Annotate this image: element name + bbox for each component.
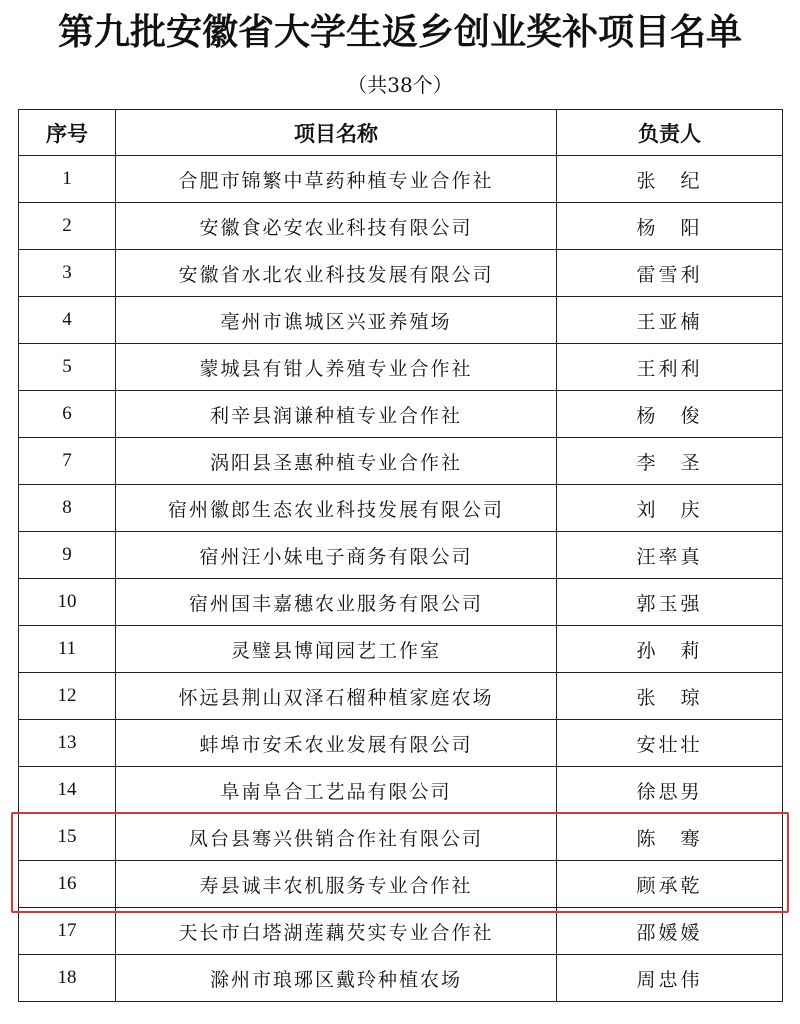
table-row: [19, 720, 783, 767]
document-subtitle: （共38个）: [347, 73, 453, 97]
project-table: [18, 109, 783, 1002]
header-project-name: 项目名称: [116, 110, 557, 156]
row-index: 15: [19, 814, 116, 861]
table-header: [19, 110, 783, 156]
row-owner: 陈 骞: [557, 814, 783, 861]
row-owner: 邵媛媛: [557, 908, 783, 955]
row-index: 16: [19, 861, 116, 908]
row-index: 6: [19, 391, 116, 438]
row-project-name: 寿县诚丰农机服务专业合作社: [116, 861, 557, 908]
row-project-name: 涡阳县圣惠种植专业合作社: [116, 438, 557, 485]
row-project-name: 蚌埠市安禾农业发展有限公司: [116, 720, 557, 767]
row-owner: 张 琼: [557, 673, 783, 720]
row-owner: 杨 阳: [557, 203, 783, 250]
row-owner: 郭玉强: [557, 579, 783, 626]
row-owner: 雷雪利: [557, 250, 783, 297]
table-row: [19, 908, 783, 955]
row-owner: 王利利: [557, 344, 783, 391]
row-project-name: 凤台县骞兴供销合作社有限公司: [116, 814, 557, 861]
row-index: 10: [19, 579, 116, 626]
table-row: [19, 861, 783, 908]
table-row: [19, 391, 783, 438]
row-owner: 顾承乾: [557, 861, 783, 908]
row-owner: 安壮壮: [557, 720, 783, 767]
table-row: [19, 955, 783, 1002]
table-row: [19, 673, 783, 720]
row-index: 13: [19, 720, 116, 767]
row-owner: 李 圣: [557, 438, 783, 485]
table-row: [19, 767, 783, 814]
row-index: 3: [19, 250, 116, 297]
row-index: 14: [19, 767, 116, 814]
row-index: 8: [19, 485, 116, 532]
table-row: [19, 532, 783, 579]
header-row: [19, 110, 783, 156]
row-index: 1: [19, 156, 116, 203]
row-index: 12: [19, 673, 116, 720]
table-row: [19, 297, 783, 344]
table-row: [19, 626, 783, 673]
row-owner: 张 纪: [557, 156, 783, 203]
table-row: [19, 344, 783, 391]
row-index: 17: [19, 908, 116, 955]
row-owner: 汪率真: [557, 532, 783, 579]
row-index: 4: [19, 297, 116, 344]
row-project-name: 天长市白塔湖莲藕芡实专业合作社: [116, 908, 557, 955]
row-project-name: 宿州国丰嘉穗农业服务有限公司: [116, 579, 557, 626]
table-row: [19, 203, 783, 250]
table-row: [19, 485, 783, 532]
row-index: 18: [19, 955, 116, 1002]
row-project-name: 滁州市琅琊区戴玲种植农场: [116, 955, 557, 1002]
row-project-name: 怀远县荆山双泽石榴种植家庭农场: [116, 673, 557, 720]
table-row: [19, 156, 783, 203]
row-owner: 杨 俊: [557, 391, 783, 438]
header-owner: 负责人: [557, 110, 783, 156]
table-row: [19, 438, 783, 485]
row-project-name: 宿州徽郎生态农业科技发展有限公司: [116, 485, 557, 532]
row-project-name: 阜南阜合工艺品有限公司: [116, 767, 557, 814]
row-project-name: 灵璧县博闻园艺工作室: [116, 626, 557, 673]
row-index: 7: [19, 438, 116, 485]
table-body: [19, 156, 783, 1002]
row-project-name: 蒙城县有钳人养殖专业合作社: [116, 344, 557, 391]
row-owner: 周忠伟: [557, 955, 783, 1002]
row-project-name: 利辛县润谦种植专业合作社: [116, 391, 557, 438]
document-title: 第九批安徽省大学生返乡创业奖补项目名单: [57, 11, 742, 53]
row-index: 11: [19, 626, 116, 673]
row-owner: 孙 莉: [557, 626, 783, 673]
table-row: [19, 579, 783, 626]
row-index: 5: [19, 344, 116, 391]
header-index: 序号: [19, 110, 116, 156]
row-project-name: 亳州市谯城区兴亚养殖场: [116, 297, 557, 344]
row-index: 9: [19, 532, 116, 579]
table-row: [19, 814, 783, 861]
row-index: 2: [19, 203, 116, 250]
table-row: [19, 250, 783, 297]
row-owner: 徐思男: [557, 767, 783, 814]
row-project-name: 合肥市锦繁中草药种植专业合作社: [116, 156, 557, 203]
row-project-name: 安徽省水北农业科技发展有限公司: [116, 250, 557, 297]
row-project-name: 宿州汪小妹电子商务有限公司: [116, 532, 557, 579]
row-owner: 刘 庆: [557, 485, 783, 532]
row-project-name: 安徽食必安农业科技有限公司: [116, 203, 557, 250]
row-owner: 王亚楠: [557, 297, 783, 344]
